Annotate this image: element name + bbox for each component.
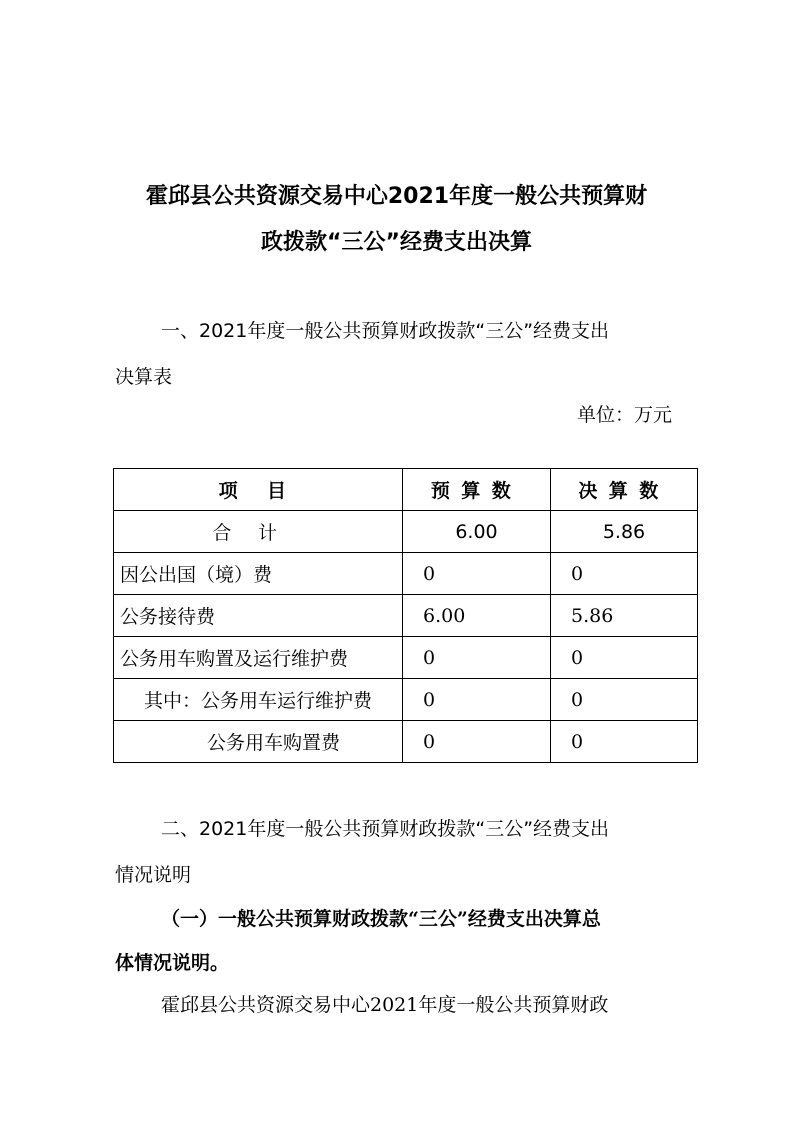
section-2-heading-line-2: 情况说明 [115, 864, 192, 886]
row-actual: 0 [551, 637, 698, 679]
row-actual: 0 [551, 679, 698, 721]
row-label: 公务用车购置及运行维护费 [114, 637, 403, 679]
subsection-heading-line-2: 体情况说明。 [115, 952, 230, 974]
row-label: 其中：公务用车运行维护费 [114, 679, 403, 721]
column-header-actual: 决算数 [551, 469, 698, 511]
total-actual: 5.86 [551, 511, 698, 553]
document-title-line-1: 霍邱县公共资源交易中心2021年度一般公共预算财 [145, 184, 648, 209]
table-row [114, 721, 698, 763]
subsection-heading-line-1: （一）一般公共预算财政拨款“三公”经费支出决算总 [161, 908, 601, 930]
row-actual: 5.86 [551, 595, 698, 637]
row-budget: 0 [403, 637, 551, 679]
table-total-row [114, 511, 698, 553]
table-row [114, 595, 698, 637]
column-header-item: 项 目 [114, 469, 403, 511]
row-budget: 0 [403, 679, 551, 721]
section-2-heading-line-1: 二、2021年度一般公共预算财政拨款“三公”经费支出 [161, 818, 610, 840]
row-label: 公务用车购置费 [114, 721, 403, 763]
row-budget: 0 [403, 721, 551, 763]
body-text-line-1: 霍邱县公共资源交易中心2021年度一般公共预算财政 [161, 994, 609, 1016]
row-label: 因公出国（境）费 [114, 553, 403, 595]
column-header-budget: 预算数 [403, 469, 551, 511]
row-actual: 0 [551, 721, 698, 763]
section-1-heading-line-1: 一、2021年度一般公共预算财政拨款“三公”经费支出 [161, 320, 610, 342]
unit-label: 单位：万元 [576, 404, 672, 426]
row-actual: 0 [551, 553, 698, 595]
row-budget: 0 [403, 553, 551, 595]
row-budget: 6.00 [403, 595, 551, 637]
section-1-heading-line-2: 决算表 [115, 366, 173, 388]
three-public-expenses-table [113, 468, 698, 763]
total-budget: 6.00 [403, 511, 551, 553]
table-header-row [114, 469, 698, 511]
total-label: 合计 [114, 511, 403, 553]
table-row [114, 553, 698, 595]
document-title-line-2: 政拨款“三公”经费支出决算 [261, 230, 532, 255]
table-row [114, 637, 698, 679]
row-label: 公务接待费 [114, 595, 403, 637]
table-row [114, 679, 698, 721]
